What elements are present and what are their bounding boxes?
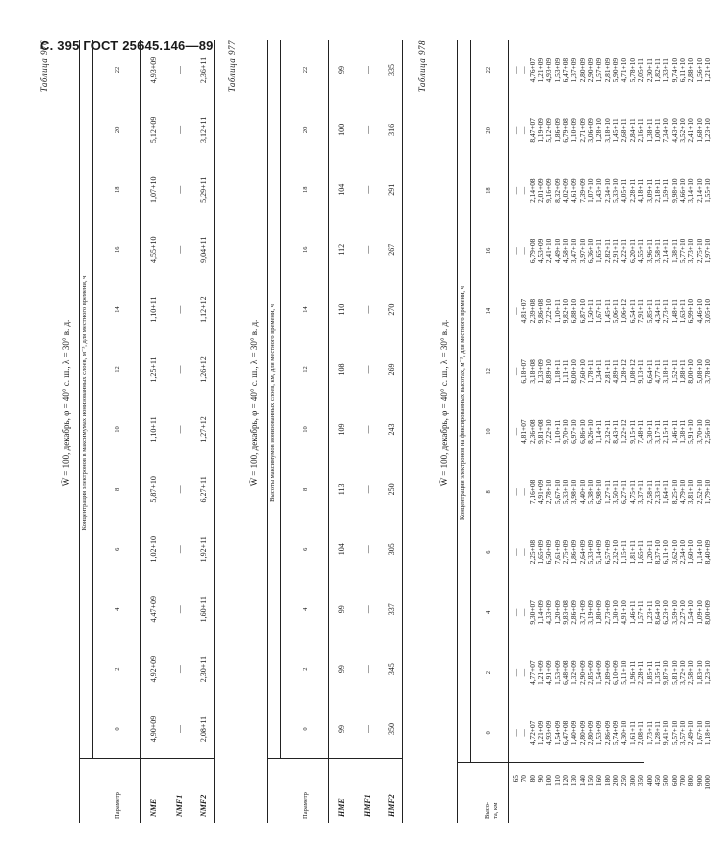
value-column: — — 2,25+08 1,65+09 6,50+09 7,61+09 2,75+09 1,86+09 2,64+09 5,33+09 5,14+09 6,57+09 2,32+10 1,15+11 1,81+11 1,65+11 1,20+11 8,37+10 6,11+10 3,62+10 2,34+10 1,60+10 1,14+10 8,40+09 [511,539,712,565]
table-cell: 345 [387,663,396,676]
column-header: 22 [302,66,309,74]
table-cell: 250 [387,483,396,496]
table-caption: Таблица 978 [417,40,427,93]
table-cell: 243 [387,423,396,436]
value-column: — — 9,30+07 1,14+09 4,33+09 1,20+09 9,83+08 2,86+09 3,71+09 3,19+09 1,80+09 2,73+09 1,30+10 4,91+10 1,46+11 1,57+11 1,23+11 8,64+10 6,23+10 3,59+10 2,27+10 1,54+10 1,09+10 8,00+09 [511,600,712,625]
table-977 [228,40,408,823]
column-header: 16 [485,247,492,255]
value-column: — — 4,76+07 1,21+09 4,93+09 1,53+09 6,47+08 1,37+09 2,80+09 2,90+09 1,57+09 2,81+09 5,90+09 4,71+10 5,78+10 2,05+11 2,30+11 1,82+11 1,33+11 9,74+10 6,11+10 2,88+10 1,56+10 1,21+10 [511,57,712,83]
column-header: 4 [114,607,121,611]
column-header: 0 [485,731,492,735]
column-header: 20 [114,126,121,134]
table-cell: — [175,725,184,734]
column-header: 12 [485,368,492,375]
table-cell: 269 [387,363,396,376]
value-column: — 4,81+07 2,36+08 9,81+08 7,22+10 1,10+11 9,70+10 6,97+10 6,86+10 8,26+10 1,14+11 2,32+11 8,43+11 1,22+12 9,15+11 7,48+11 5,30+11 3,17+11 2,15+11 1,46+11 1,38+11 5,91+10 3,70+10 2,56+10 [511,419,712,444]
table-cell: — [363,245,372,254]
column-header: 18 [485,187,492,194]
table-cell: 9,04+11 [199,236,208,263]
table-cell: — [363,605,372,614]
table-cell: — [363,485,372,494]
table-cell: — [363,665,372,674]
value-column: — — 8,47+07 1,19+09 5,12+09 1,86+09 6,79+08 1,10+09 2,71+09 3,06+09 1,28+10 3,18+10 1,45+11 2,68+11 2,84+11 2,16+11 1,38+11 1,00+11 7,34+10 4,43+10 3,52+10 2,41+10 1,68+10 1,23+10 [511,118,712,143]
row-label: HMF2 [387,794,396,817]
row-label: NMF1 [175,794,184,817]
column-header: 20 [302,126,309,134]
table-cell: — [175,245,184,254]
height-column: 65 70 80 90 100 110 120 130 140 150 160 180 200 250 300 350 400 450 500 600 700 800 900 1000 [511,775,712,790]
table-condition: W̄ = 100, декабрь, φ = 40° с. ш., λ = 30° в. д. [61,319,71,487]
table-cell: — [363,65,372,74]
page-header: С. 395 ГОСТ 25645.146—89 [40,38,214,53]
table-cell: 267 [387,243,396,256]
table-cell: — [363,545,372,554]
table-cell: 109 [337,423,346,436]
column-header: 2 [485,671,492,675]
table-cell: 4,90+09 [149,715,158,743]
table-cell: 99 [337,665,346,674]
table-cell: 100 [337,123,346,136]
table-cell: — [175,605,184,614]
column-header: 8 [114,487,121,491]
table-cell: 110 [337,303,346,316]
table-cell: 2,08+11 [199,715,208,743]
column-header: 16 [114,246,121,253]
table-cell: 1,12+12 [199,296,208,323]
column-header: 0 [114,727,121,731]
table-cell: 104 [337,183,346,196]
row-label: NME [149,798,158,817]
column-header: 18 [114,186,121,194]
table-cell: 4,55+10 [149,236,158,263]
table-subtitle: Концентрация электронов в максимумах ионизованных слоев, м⁻³, для местного времени, ч [81,275,88,531]
table-caption: Таблица 976 [39,40,49,93]
table-cell: — [175,185,184,194]
table-cell: — [175,545,184,554]
table-cell: 4,92+09 [149,655,158,683]
column-header: 4 [302,607,309,611]
value-column: — — 4,77+07 1,21+09 4,91+09 1,53+09 6,48+08 1,32+09 2,90+09 2,85+09 1,54+09 2,89+09 6,10+09 5,11+10 1,96+11 2,28+11 1,85+11 1,35+11 9,87+10 5,81+10 3,72+10 2,58+10 1,83+10 1,23+10 [511,660,712,685]
table-cell: 104 [337,543,346,556]
table-cell: 1,10+11 [149,416,158,443]
column-header: 22 [114,66,121,74]
table-cell: 4,47+09 [149,595,158,623]
value-column: — — 6,79+08 4,53+09 2,41+10 4,49+10 4,58+10 3,47+10 3,97+10 6,36+10 1,65+11 2,82+11 2,91+11 4,22+11 6,20+11 4,55+11 3,96+11 3,58+11 2,14+11 1,38+11 5,77+10 3,73+10 2,75+10 1,97+10 [511,238,712,264]
table-cell: 1,02+10 [149,536,158,563]
value-column: — 6,18+07 3,18+08 1,33+09 8,89+10 1,18+11 1,11+11 8,00+10 7,60+10 1,78+11 1,34+11 2,81+11 4,89+11 1,28+12 1,08+12 9,13+11 6,64+11 4,77+11 3,18+11 1,52+11 1,88+11 8,00+10 5,08+10 3,78+10 [511,359,712,384]
table-cell: — [175,365,184,374]
table-cell: — [363,305,372,314]
table-cell: 1,92+11 [199,536,208,563]
table-cell: 1,07+10 [149,176,158,204]
table-cell: 270 [387,303,396,316]
row-label: NMF2 [199,794,208,817]
table-cell: 4,93+09 [149,56,158,84]
column-header: 8 [485,490,492,494]
column-header: 20 [485,127,492,134]
table-cell: 316 [387,123,396,136]
table-cell: 350 [387,723,396,736]
table-caption: Таблица 977 [227,40,237,93]
column-header: 6 [485,550,492,554]
table-cell: — [175,665,184,674]
value-column: — — 2,14+08 2,01+09 9,16+09 8,32+09 4,02+09 4,61+09 7,39+09 1,07+10 1,43+10 2,34+10 5,33+10 4,05+11 2,28+11 4,18+11 3,09+11 2,18+11 1,59+11 9,98+10 4,66+10 3,14+10 2,14+10 1,55+10 [511,178,712,203]
table-cell: 291 [387,183,396,196]
value-column: — — 4,72+07 1,21+09 4,93+09 1,54+09 6,47+08 1,40+09 2,80+09 2,80+09 1,53+09 2,86+09 5,74+09 4,30+10 1,61+11 2,08+11 1,73+11 1,28+11 9,41+10 5,57+10 3,57+10 2,49+10 1,67+10 1,18+10 [511,720,712,746]
table-cell: 335 [387,63,396,76]
table-cell: 99 [337,65,346,74]
row-label: HME [337,798,346,817]
column-header: 12 [302,366,309,373]
table-subtitle: Высоты максимумов ионизованных слоев, км, для местного времени, ч [269,304,276,502]
column-header: 14 [302,306,309,313]
table-cell: 1,60+11 [199,596,208,623]
table-cell: 99 [337,725,346,734]
table-978 [417,40,712,823]
table-cell: 2,30+11 [199,656,208,683]
table-cell: — [175,125,184,134]
column-header: 2 [302,667,309,671]
table-cell: — [175,425,184,434]
table-cell: 6,27+11 [199,476,208,503]
table-cell: 5,29+11 [199,176,208,203]
column-header: 10 [302,426,309,433]
table-cell: — [363,725,372,734]
value-column: — 4,81+07 2,39+08 9,86+08 7,22+10 1,10+11 9,82+10 6,88+10 6,87+10 1,50+11 1,67+11 1,45+11 5,06+11 1,06+12 6,54+11 7,91+11 5,85+11 4,34+11 2,73+11 1,48+11 1,63+11 6,99+10 4,46+10 3,05+10 [511,298,712,324]
column-header: 6 [114,547,121,551]
value-column: — — 7,16+08 4,91+09 2,78+10 5,67+10 5,33+10 3,98+10 4,40+10 5,38+10 6,98+10 1,27+11 3,50+11 6,27+11 4,75+11 3,37+11 2,58+11 2,33+11 1,64+11 8,25+10 4,79+10 3,81+10 2,52+10 1,79+10 [511,479,712,505]
column-header: 16 [302,246,309,253]
column-header: 22 [485,66,492,74]
height-header: Высо- та, км [484,801,499,819]
column-header: 14 [485,307,492,315]
table-cell: 305 [387,543,396,556]
column-header: 2 [114,667,121,671]
row-label: HMF1 [363,794,372,817]
table-cell: — [175,65,184,74]
table-cell: 3,12+11 [199,116,208,143]
table-cell: — [175,485,184,494]
param-header: Параметр [302,792,309,819]
table-cell: 99 [337,605,346,614]
table-cell: 113 [337,483,346,496]
table-cell: 5,87+10 [149,476,158,503]
table-cell: 337 [387,603,396,616]
table-cell: 112 [337,243,346,256]
column-header: 6 [302,547,309,551]
column-header: 12 [114,366,121,373]
param-header: Параметр [114,792,121,819]
column-header: 10 [485,428,492,435]
table-cell: 108 [337,363,346,376]
column-header: 10 [114,426,121,433]
table-976 [40,40,220,823]
column-header: 8 [302,487,309,491]
table-cell: — [363,125,372,134]
column-header: 0 [302,727,309,731]
rotated-page-content [39,40,712,823]
column-header: 4 [485,610,492,614]
table-cell: 1,26+12 [199,356,208,383]
column-header: 14 [114,306,121,313]
table-cell: — [363,185,372,194]
table-subtitle: Концентрация электронов на фиксированных высотах, м⁻³, для местного времени, ч [459,286,466,520]
table-condition: W̄ = 100, декабрь, φ = 40° с. ш., λ = 30° в. д. [249,319,259,487]
table-cell: 1,27+12 [199,416,208,443]
table-cell: 1,25+11 [149,356,158,383]
table-cell: 2,36+11 [199,56,208,84]
table-cell: — [175,305,184,314]
table-cell: 1,10+11 [149,296,158,323]
table-condition: W̄ = 100, декабрь, φ = 40° с. ш., λ = 30° в. д. [439,319,449,487]
column-header: 18 [302,186,309,194]
table-cell: — [363,365,372,374]
table-cell: 5,12+09 [149,116,158,144]
table-cell: — [363,425,372,434]
